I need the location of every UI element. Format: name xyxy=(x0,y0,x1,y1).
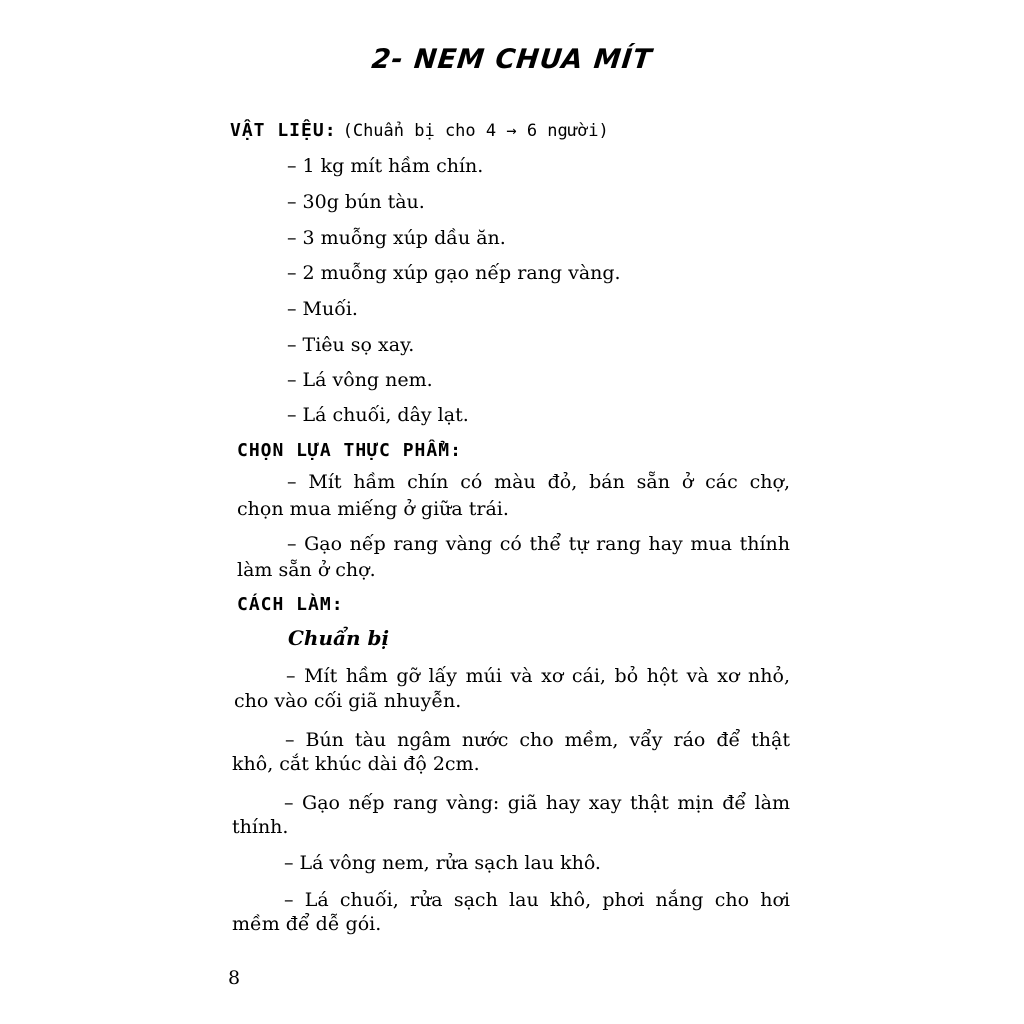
page-number: 8 xyxy=(228,967,241,989)
method-subheading: Chuẩn bị xyxy=(288,626,390,650)
material-item: – Tiêu sọ xay. xyxy=(287,334,415,356)
paragraph-line: – Lá chuối, rửa sạch lau khô, phơi nắng cho hơi xyxy=(284,889,790,911)
materials-heading: VẬT LIỆU: xyxy=(230,120,337,141)
paragraph-line: khô, cắt khúc dài độ 2cm. xyxy=(232,753,480,775)
material-item: – Lá chuối, dây lạt. xyxy=(287,404,469,426)
material-item: – 3 muỗng xúp dầu ăn. xyxy=(287,227,506,249)
method-heading: CÁCH LÀM: xyxy=(237,594,344,615)
material-item: – 1 kg mít hầm chín. xyxy=(287,155,484,177)
paragraph-line: cho vào cối giã nhuyễn. xyxy=(234,690,462,712)
paragraph-line: thính. xyxy=(232,816,289,838)
paragraph-line: – Mít hầm chín có màu đỏ, bán sẵn ở các chợ, xyxy=(287,471,790,493)
material-item: – Lá vông nem. xyxy=(287,369,433,391)
paragraph-line: – Mít hầm gỡ lấy múi và xơ cái, bỏ hột và xơ nhỏ, xyxy=(286,665,790,687)
paragraph-line: chọn mua miếng ở giữa trái. xyxy=(237,498,509,520)
materials-note: (Chuẩn bị cho 4 → 6 người) xyxy=(342,121,609,141)
paragraph-line: mềm để dễ gói. xyxy=(232,913,382,935)
paragraph-line: – Gạo nếp rang vàng: giã hay xay thật mịn để làm xyxy=(284,792,790,814)
choose-heading: CHỌN LỰA THỰC PHẨM: xyxy=(237,440,462,461)
material-item: – Muối. xyxy=(287,298,358,320)
paragraph-line: – Bún tàu ngâm nước cho mềm, vẩy ráo để thật xyxy=(285,729,790,751)
material-item: – 30g bún tàu. xyxy=(287,191,425,213)
paragraph-line: làm sẵn ở chợ. xyxy=(237,559,376,581)
material-item: – 2 muỗng xúp gạo nếp rang vàng. xyxy=(287,262,621,284)
paragraph-line: – Gạo nếp rang vàng có thể tự rang hay mua thính xyxy=(287,533,790,555)
paragraph-line: – Lá vông nem, rửa sạch lau khô. xyxy=(284,852,601,874)
page-title: 2- NEM CHUA MÍT xyxy=(370,44,654,75)
materials-header xyxy=(230,118,609,143)
